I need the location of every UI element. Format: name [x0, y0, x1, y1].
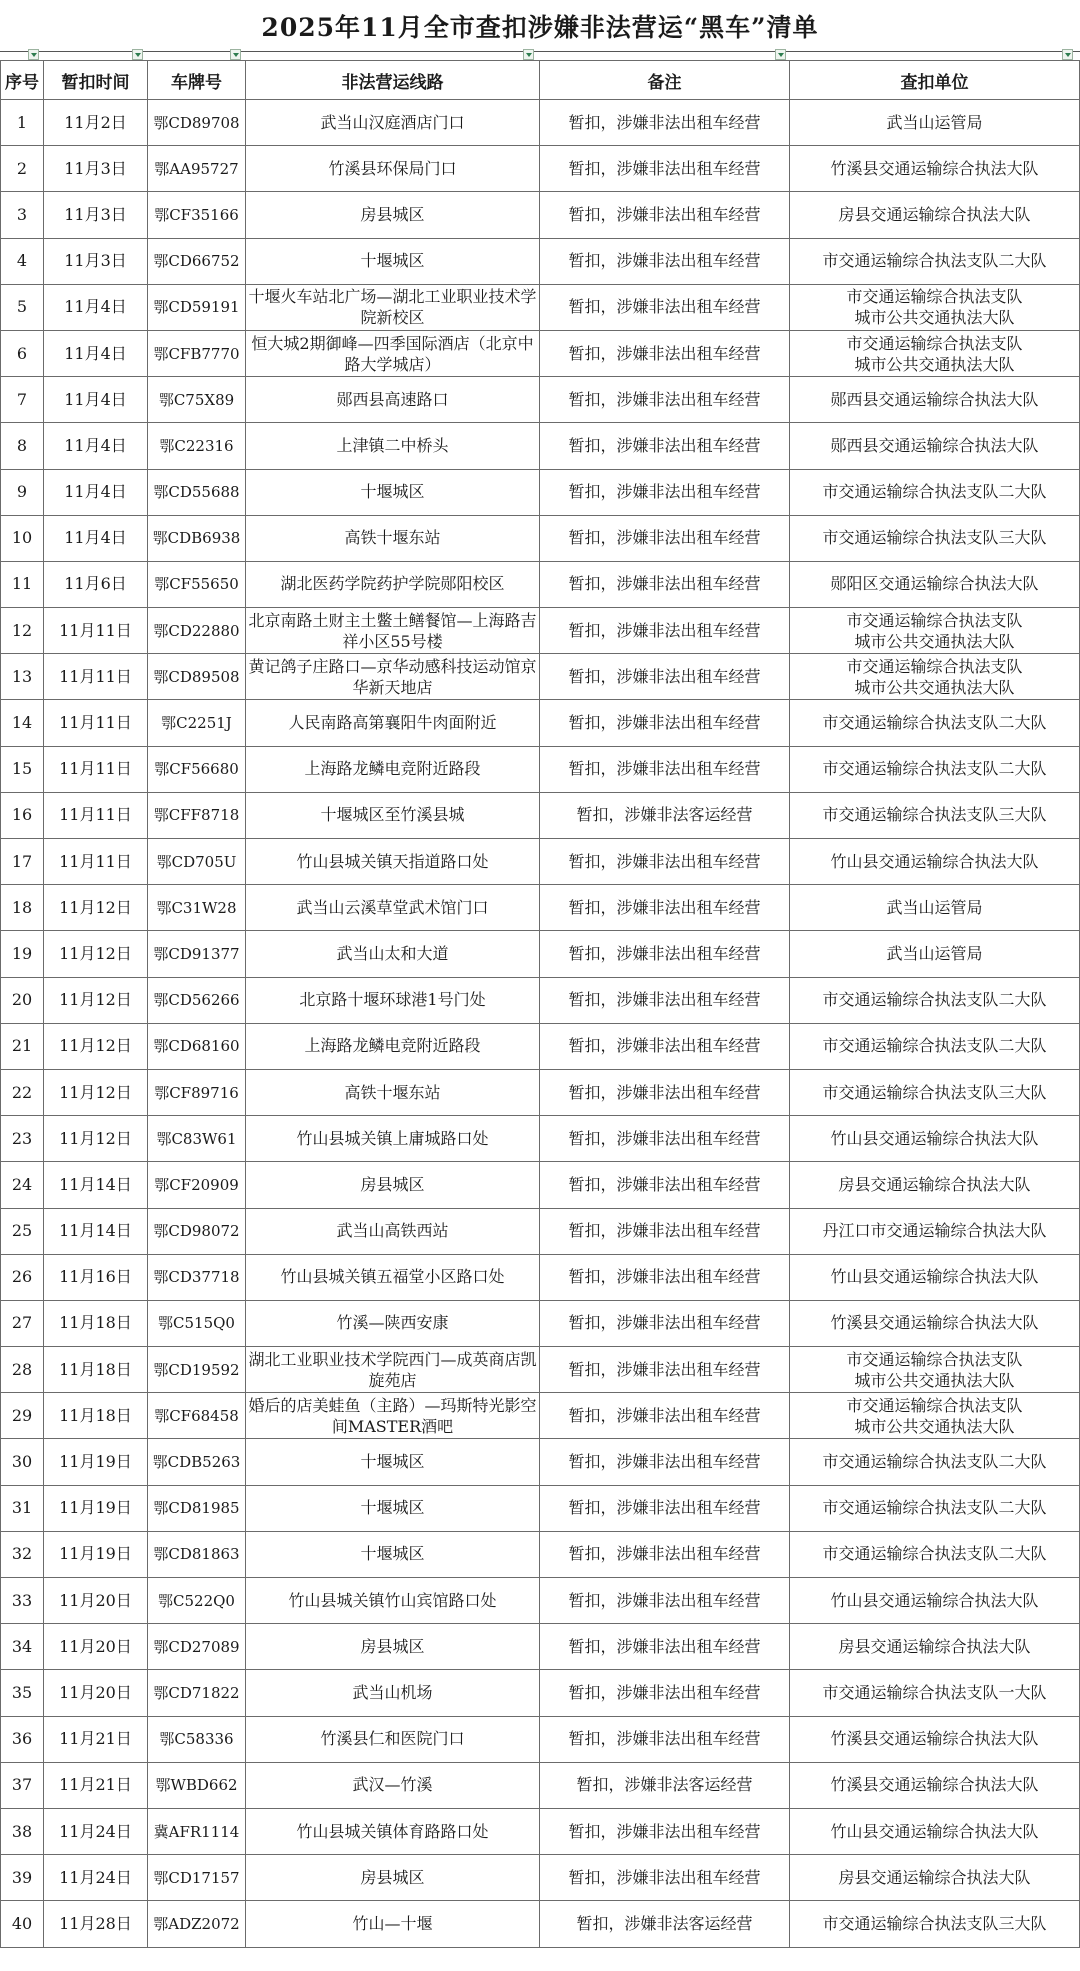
seq-cell[interactable]: 17	[1, 839, 44, 885]
unit-cell[interactable]: 市交通运输综合执法支队二大队	[790, 238, 1080, 284]
date-cell[interactable]: 11月18日	[44, 1393, 148, 1439]
seq-cell[interactable]: 35	[1, 1670, 44, 1716]
route-cell[interactable]: 上津镇二中桥头	[246, 423, 540, 469]
remark-cell[interactable]: 暂扣，涉嫌非法出租车经营	[540, 1254, 790, 1300]
plate-cell[interactable]: 鄂CD89708	[148, 100, 246, 146]
remark-cell[interactable]: 暂扣，涉嫌非法出租车经营	[540, 1855, 790, 1901]
seq-cell[interactable]: 32	[1, 1531, 44, 1577]
unit-cell[interactable]: 房县交通运输综合执法大队	[790, 1162, 1080, 1208]
remark-cell[interactable]: 暂扣，涉嫌非法出租车经营	[540, 1716, 790, 1762]
seq-cell[interactable]: 11	[1, 561, 44, 607]
table-row[interactable]	[1, 700, 1080, 746]
plate-cell[interactable]: 鄂CD66752	[148, 238, 246, 284]
table-row[interactable]	[1, 1762, 1080, 1808]
plate-cell[interactable]: 鄂ADZ2072	[148, 1901, 246, 1947]
unit-cell[interactable]: 武当山运管局	[790, 931, 1080, 977]
seq-cell[interactable]: 40	[1, 1901, 44, 1947]
filter-dropdown-icon[interactable]	[28, 49, 39, 60]
seq-cell[interactable]: 19	[1, 931, 44, 977]
seq-cell[interactable]: 4	[1, 238, 44, 284]
remark-cell[interactable]: 暂扣，涉嫌非法出租车经营	[540, 1069, 790, 1115]
date-cell[interactable]: 11月24日	[44, 1808, 148, 1854]
date-cell[interactable]: 11月3日	[44, 146, 148, 192]
remark-cell[interactable]: 暂扣，涉嫌非法出租车经营	[540, 377, 790, 423]
seq-cell[interactable]: 26	[1, 1254, 44, 1300]
plate-cell[interactable]: 鄂CD19592	[148, 1347, 246, 1393]
date-cell[interactable]: 11月11日	[44, 792, 148, 838]
date-cell[interactable]: 11月21日	[44, 1762, 148, 1808]
unit-cell[interactable]: 郧阳区交通运输综合执法大队	[790, 561, 1080, 607]
date-cell[interactable]: 11月6日	[44, 561, 148, 607]
unit-cell[interactable]: 市交通运输综合执法支队 城市公共交通执法大队	[790, 654, 1080, 700]
unit-cell[interactable]: 市交通运输综合执法支队二大队	[790, 1023, 1080, 1069]
date-cell[interactable]: 11月11日	[44, 608, 148, 654]
date-cell[interactable]: 11月19日	[44, 1531, 148, 1577]
plate-cell[interactable]: 鄂CDB5263	[148, 1439, 246, 1485]
remark-cell[interactable]: 暂扣，涉嫌非法出租车经营	[540, 885, 790, 931]
remark-cell[interactable]: 暂扣，涉嫌非法出租车经营	[540, 1393, 790, 1439]
remark-cell[interactable]: 暂扣，涉嫌非法客运经营	[540, 1901, 790, 1947]
route-cell[interactable]: 十堰城区	[246, 1485, 540, 1531]
remark-cell[interactable]: 暂扣，涉嫌非法出租车经营	[540, 1347, 790, 1393]
table-row[interactable]	[1, 1393, 1080, 1439]
remark-cell[interactable]: 暂扣，涉嫌非法出租车经营	[540, 1116, 790, 1162]
table-row[interactable]	[1, 1023, 1080, 1069]
seq-cell[interactable]: 5	[1, 284, 44, 330]
plate-cell[interactable]: 鄂CD68160	[148, 1023, 246, 1069]
route-cell[interactable]: 十堰城区至竹溪县城	[246, 792, 540, 838]
plate-cell[interactable]: 鄂CD89508	[148, 654, 246, 700]
date-cell[interactable]: 11月18日	[44, 1300, 148, 1346]
date-cell[interactable]: 11月20日	[44, 1578, 148, 1624]
route-cell[interactable]: 十堰火车站北广场—湖北工业职业技术学院新校区	[246, 284, 540, 330]
seq-cell[interactable]: 2	[1, 146, 44, 192]
plate-cell[interactable]: 鄂WBD662	[148, 1762, 246, 1808]
seq-cell[interactable]: 28	[1, 1347, 44, 1393]
seq-cell[interactable]: 6	[1, 330, 44, 376]
route-cell[interactable]: 武当山高铁西站	[246, 1208, 540, 1254]
date-cell[interactable]: 11月4日	[44, 377, 148, 423]
plate-cell[interactable]: 鄂CD17157	[148, 1855, 246, 1901]
table-row[interactable]	[1, 561, 1080, 607]
plate-cell[interactable]: 鄂CFF8718	[148, 792, 246, 838]
plate-cell[interactable]: 鄂CD81863	[148, 1531, 246, 1577]
route-cell[interactable]: 郧西县高速路口	[246, 377, 540, 423]
table-row[interactable]	[1, 608, 1080, 654]
date-cell[interactable]: 11月4日	[44, 515, 148, 561]
route-cell[interactable]: 上海路龙鳞电竞附近路段	[246, 1023, 540, 1069]
date-cell[interactable]: 11月28日	[44, 1901, 148, 1947]
seq-cell[interactable]: 20	[1, 977, 44, 1023]
seq-cell[interactable]: 3	[1, 192, 44, 238]
header-cell[interactable]: 暂扣时间	[44, 61, 148, 100]
route-cell[interactable]: 武当山太和大道	[246, 931, 540, 977]
header-cell[interactable]: 备注	[540, 61, 790, 100]
remark-cell[interactable]: 暂扣，涉嫌非法出租车经营	[540, 515, 790, 561]
date-cell[interactable]: 11月3日	[44, 238, 148, 284]
date-cell[interactable]: 11月12日	[44, 885, 148, 931]
filter-dropdown-icon[interactable]	[523, 49, 534, 60]
remark-cell[interactable]: 暂扣，涉嫌非法出租车经营	[540, 1300, 790, 1346]
plate-cell[interactable]: 鄂CF89716	[148, 1069, 246, 1115]
unit-cell[interactable]: 市交通运输综合执法支队二大队	[790, 1439, 1080, 1485]
date-cell[interactable]: 11月12日	[44, 1069, 148, 1115]
unit-cell[interactable]: 市交通运输综合执法支队二大队	[790, 977, 1080, 1023]
date-cell[interactable]: 11月14日	[44, 1162, 148, 1208]
remark-cell[interactable]: 暂扣，涉嫌非法出租车经营	[540, 1439, 790, 1485]
unit-cell[interactable]: 市交通运输综合执法支队三大队	[790, 1069, 1080, 1115]
table-row[interactable]	[1, 330, 1080, 376]
route-cell[interactable]: 恒大城2期御峰—四季国际酒店（北京中路大学城店）	[246, 330, 540, 376]
table-row[interactable]	[1, 1069, 1080, 1115]
sheet-title: 2025年11月全市查扣涉嫌非法营运“黑车”清单	[0, 0, 1080, 52]
route-cell[interactable]: 十堰城区	[246, 1439, 540, 1485]
date-cell[interactable]: 11月11日	[44, 839, 148, 885]
seq-cell[interactable]: 8	[1, 423, 44, 469]
remark-cell[interactable]: 暂扣，涉嫌非法出租车经营	[540, 238, 790, 284]
filter-dropdown-icon[interactable]	[775, 49, 786, 60]
unit-cell[interactable]: 房县交通运输综合执法大队	[790, 192, 1080, 238]
table-row[interactable]	[1, 1347, 1080, 1393]
unit-cell[interactable]: 市交通运输综合执法支队 城市公共交通执法大队	[790, 608, 1080, 654]
unit-cell[interactable]: 竹溪县交通运输综合执法大队	[790, 1762, 1080, 1808]
date-cell[interactable]: 11月18日	[44, 1347, 148, 1393]
date-cell[interactable]: 11月4日	[44, 330, 148, 376]
route-cell[interactable]: 房县城区	[246, 1855, 540, 1901]
plate-cell[interactable]: 鄂C31W28	[148, 885, 246, 931]
seq-cell[interactable]: 24	[1, 1162, 44, 1208]
table-body	[1, 100, 1080, 1948]
unit-cell[interactable]: 武当山运管局	[790, 100, 1080, 146]
unit-cell[interactable]: 市交通运输综合执法支队 城市公共交通执法大队	[790, 1393, 1080, 1439]
date-cell[interactable]: 11月19日	[44, 1485, 148, 1531]
table-row[interactable]	[1, 284, 1080, 330]
date-cell[interactable]: 11月11日	[44, 746, 148, 792]
date-cell[interactable]: 11月20日	[44, 1670, 148, 1716]
table-row[interactable]	[1, 1439, 1080, 1485]
plate-cell[interactable]: 鄂CD91377	[148, 931, 246, 977]
filter-dropdown-icon[interactable]	[230, 49, 241, 60]
plate-cell[interactable]: 鄂C522Q0	[148, 1578, 246, 1624]
table-row[interactable]	[1, 1855, 1080, 1901]
unit-cell[interactable]: 市交通运输综合执法支队三大队	[790, 1901, 1080, 1947]
seq-cell[interactable]: 29	[1, 1393, 44, 1439]
table-row[interactable]	[1, 839, 1080, 885]
data-table	[0, 60, 1080, 1948]
route-cell[interactable]: 竹山县城关镇上庸城路口处	[246, 1116, 540, 1162]
seq-cell[interactable]: 25	[1, 1208, 44, 1254]
seq-cell[interactable]: 37	[1, 1762, 44, 1808]
remark-cell[interactable]: 暂扣，涉嫌非法出租车经营	[540, 146, 790, 192]
plate-cell[interactable]: 鄂CDB6938	[148, 515, 246, 561]
route-cell[interactable]: 十堰城区	[246, 469, 540, 515]
remark-cell[interactable]: 暂扣，涉嫌非法出租车经营	[540, 100, 790, 146]
plate-cell[interactable]: 鄂C515Q0	[148, 1300, 246, 1346]
remark-cell[interactable]: 暂扣，涉嫌非法出租车经营	[540, 1485, 790, 1531]
remark-cell[interactable]: 暂扣，涉嫌非法出租车经营	[540, 654, 790, 700]
unit-cell[interactable]: 竹溪县交通运输综合执法大队	[790, 1300, 1080, 1346]
table-row[interactable]	[1, 469, 1080, 515]
unit-cell[interactable]: 市交通运输综合执法支队二大队	[790, 700, 1080, 746]
plate-cell[interactable]: 冀AFR1114	[148, 1808, 246, 1854]
unit-cell[interactable]: 郧西县交通运输综合执法大队	[790, 377, 1080, 423]
route-cell[interactable]: 竹溪县仁和医院门口	[246, 1716, 540, 1762]
route-cell[interactable]: 竹山县城关镇竹山宾馆路口处	[246, 1578, 540, 1624]
remark-cell[interactable]: 暂扣，涉嫌非法客运经营	[540, 792, 790, 838]
remark-cell[interactable]: 暂扣，涉嫌非法出租车经营	[540, 423, 790, 469]
date-cell[interactable]: 11月21日	[44, 1716, 148, 1762]
remark-cell[interactable]: 暂扣，涉嫌非法出租车经营	[540, 700, 790, 746]
table-row[interactable]	[1, 377, 1080, 423]
date-cell[interactable]: 11月4日	[44, 284, 148, 330]
plate-cell[interactable]: 鄂CD37718	[148, 1254, 246, 1300]
seq-cell[interactable]: 9	[1, 469, 44, 515]
date-cell[interactable]: 11月14日	[44, 1208, 148, 1254]
plate-cell[interactable]: 鄂CF56680	[148, 746, 246, 792]
unit-cell[interactable]: 市交通运输综合执法支队三大队	[790, 515, 1080, 561]
unit-cell[interactable]: 房县交通运输综合执法大队	[790, 1624, 1080, 1670]
plate-cell[interactable]: 鄂CF55650	[148, 561, 246, 607]
route-cell[interactable]: 黄记鸽子庄路口—京华动感科技运动馆京华新天地店	[246, 654, 540, 700]
route-cell[interactable]: 武当山机场	[246, 1670, 540, 1716]
seq-cell[interactable]: 23	[1, 1116, 44, 1162]
unit-cell[interactable]: 郧西县交通运输综合执法大队	[790, 423, 1080, 469]
seq-cell[interactable]: 15	[1, 746, 44, 792]
unit-cell[interactable]: 市交通运输综合执法支队 城市公共交通执法大队	[790, 284, 1080, 330]
route-cell[interactable]: 高铁十堰东站	[246, 1069, 540, 1115]
table-row[interactable]	[1, 1485, 1080, 1531]
table-row[interactable]	[1, 746, 1080, 792]
remark-cell[interactable]: 暂扣，涉嫌非法出租车经营	[540, 1162, 790, 1208]
header-cell[interactable]: 车牌号	[148, 61, 246, 100]
date-cell[interactable]: 11月2日	[44, 100, 148, 146]
unit-cell[interactable]: 市交通运输综合执法支队二大队	[790, 469, 1080, 515]
seq-cell[interactable]: 18	[1, 885, 44, 931]
remark-cell[interactable]: 暂扣，涉嫌非法出租车经营	[540, 192, 790, 238]
remark-cell[interactable]: 暂扣，涉嫌非法出租车经营	[540, 284, 790, 330]
remark-cell[interactable]: 暂扣，涉嫌非法出租车经营	[540, 931, 790, 977]
table-row[interactable]	[1, 1624, 1080, 1670]
table-row[interactable]	[1, 1116, 1080, 1162]
unit-cell[interactable]: 竹溪县交通运输综合执法大队	[790, 146, 1080, 192]
seq-cell[interactable]: 1	[1, 100, 44, 146]
unit-cell[interactable]: 竹山县交通运输综合执法大队	[790, 1116, 1080, 1162]
route-cell[interactable]: 湖北工业职业技术学院西门—成英商店凯旋苑店	[246, 1347, 540, 1393]
plate-cell[interactable]: 鄂CD705U	[148, 839, 246, 885]
seq-cell[interactable]: 14	[1, 700, 44, 746]
date-cell[interactable]: 11月19日	[44, 1439, 148, 1485]
table-row[interactable]	[1, 1531, 1080, 1577]
table-row[interactable]	[1, 1901, 1080, 1947]
seq-cell[interactable]: 16	[1, 792, 44, 838]
remark-cell[interactable]: 暂扣，涉嫌非法出租车经营	[540, 1208, 790, 1254]
remark-cell[interactable]: 暂扣，涉嫌非法客运经营	[540, 1762, 790, 1808]
route-cell[interactable]: 房县城区	[246, 1624, 540, 1670]
table-row[interactable]	[1, 1208, 1080, 1254]
plate-cell[interactable]: 鄂CD27089	[148, 1624, 246, 1670]
table-row[interactable]	[1, 100, 1080, 146]
seq-cell[interactable]: 38	[1, 1808, 44, 1854]
seq-cell[interactable]: 31	[1, 1485, 44, 1531]
route-cell[interactable]: 十堰城区	[246, 1531, 540, 1577]
unit-cell[interactable]: 房县交通运输综合执法大队	[790, 1855, 1080, 1901]
seq-cell[interactable]: 33	[1, 1578, 44, 1624]
seq-cell[interactable]: 10	[1, 515, 44, 561]
table-row[interactable]	[1, 423, 1080, 469]
unit-cell[interactable]: 市交通运输综合执法支队 城市公共交通执法大队	[790, 330, 1080, 376]
route-cell[interactable]: 上海路龙鳞电竞附近路段	[246, 746, 540, 792]
plate-cell[interactable]: 鄂CD55688	[148, 469, 246, 515]
date-cell[interactable]: 11月16日	[44, 1254, 148, 1300]
filter-dropdown-icon[interactable]	[132, 49, 143, 60]
plate-cell[interactable]: 鄂CD59191	[148, 284, 246, 330]
header-cell[interactable]: 非法营运线路	[246, 61, 540, 100]
date-cell[interactable]: 11月12日	[44, 1023, 148, 1069]
plate-cell[interactable]: 鄂CD56266	[148, 977, 246, 1023]
route-cell[interactable]: 北京路十堰环球港1号门处	[246, 977, 540, 1023]
date-cell[interactable]: 11月4日	[44, 469, 148, 515]
route-cell[interactable]: 竹山—十堰	[246, 1901, 540, 1947]
plate-cell[interactable]: 鄂C22316	[148, 423, 246, 469]
route-cell[interactable]: 十堰城区	[246, 238, 540, 284]
route-cell[interactable]: 竹溪县环保局门口	[246, 146, 540, 192]
unit-cell[interactable]: 丹江口市交通运输综合执法大队	[790, 1208, 1080, 1254]
header-cell[interactable]: 查扣单位	[790, 61, 1080, 100]
header-row	[1, 61, 1080, 100]
table-row[interactable]	[1, 238, 1080, 284]
table-row[interactable]	[1, 1578, 1080, 1624]
route-cell[interactable]: 房县城区	[246, 1162, 540, 1208]
unit-cell[interactable]: 市交通运输综合执法支队二大队	[790, 1485, 1080, 1531]
table-row[interactable]	[1, 146, 1080, 192]
table-row[interactable]	[1, 977, 1080, 1023]
remark-cell[interactable]: 暂扣，涉嫌非法出租车经营	[540, 1808, 790, 1854]
filter-dropdown-icon[interactable]	[1062, 49, 1073, 60]
seq-cell[interactable]: 12	[1, 608, 44, 654]
seq-cell[interactable]: 27	[1, 1300, 44, 1346]
remark-cell[interactable]: 暂扣，涉嫌非法出租车经营	[540, 1624, 790, 1670]
seq-cell[interactable]: 7	[1, 377, 44, 423]
unit-cell[interactable]: 市交通运输综合执法支队三大队	[790, 792, 1080, 838]
unit-cell[interactable]: 竹山县交通运输综合执法大队	[790, 839, 1080, 885]
remark-cell[interactable]: 暂扣，涉嫌非法出租车经营	[540, 330, 790, 376]
remark-cell[interactable]: 暂扣，涉嫌非法出租车经营	[540, 1578, 790, 1624]
remark-cell[interactable]: 暂扣，涉嫌非法出租车经营	[540, 469, 790, 515]
route-cell[interactable]: 竹山县城关镇天指道路口处	[246, 839, 540, 885]
table-row[interactable]	[1, 792, 1080, 838]
seq-cell[interactable]: 22	[1, 1069, 44, 1115]
date-cell[interactable]: 11月3日	[44, 192, 148, 238]
seq-cell[interactable]: 13	[1, 654, 44, 700]
date-cell[interactable]: 11月20日	[44, 1624, 148, 1670]
remark-cell[interactable]: 暂扣，涉嫌非法出租车经营	[540, 839, 790, 885]
route-cell[interactable]: 人民南路高第襄阳牛肉面附近	[246, 700, 540, 746]
route-cell[interactable]: 竹溪—陕西安康	[246, 1300, 540, 1346]
route-cell[interactable]: 竹山县城关镇体育路路口处	[246, 1808, 540, 1854]
header-cell[interactable]: 序号	[1, 61, 44, 100]
route-cell[interactable]: 房县城区	[246, 192, 540, 238]
remark-cell[interactable]: 暂扣，涉嫌非法出租车经营	[540, 746, 790, 792]
date-cell[interactable]: 11月12日	[44, 1116, 148, 1162]
plate-cell[interactable]: 鄂AA95727	[148, 146, 246, 192]
date-cell[interactable]: 11月24日	[44, 1855, 148, 1901]
remark-cell[interactable]: 暂扣，涉嫌非法出租车经营	[540, 561, 790, 607]
plate-cell[interactable]: 鄂CD22880	[148, 608, 246, 654]
route-cell[interactable]: 湖北医药学院药护学院郧阳校区	[246, 561, 540, 607]
unit-cell[interactable]: 竹山县交通运输综合执法大队	[790, 1254, 1080, 1300]
plate-cell[interactable]: 鄂CD81985	[148, 1485, 246, 1531]
plate-cell[interactable]: 鄂CF20909	[148, 1162, 246, 1208]
seq-cell[interactable]: 39	[1, 1855, 44, 1901]
remark-cell[interactable]: 暂扣，涉嫌非法出租车经营	[540, 1531, 790, 1577]
plate-cell[interactable]: 鄂CD71822	[148, 1670, 246, 1716]
table-row[interactable]	[1, 515, 1080, 561]
route-cell[interactable]: 北京南路土财主土鳖土鳝餐馆—上海路吉祥小区55号楼	[246, 608, 540, 654]
plate-cell[interactable]: 鄂C83W61	[148, 1116, 246, 1162]
table-row[interactable]	[1, 192, 1080, 238]
remark-cell[interactable]: 暂扣，涉嫌非法出租车经营	[540, 608, 790, 654]
unit-cell[interactable]: 市交通运输综合执法支队 城市公共交通执法大队	[790, 1347, 1080, 1393]
plate-cell[interactable]: 鄂CF35166	[148, 192, 246, 238]
seq-cell[interactable]: 30	[1, 1439, 44, 1485]
table-row[interactable]	[1, 1670, 1080, 1716]
table-row[interactable]	[1, 885, 1080, 931]
route-cell[interactable]: 竹山县城关镇五福堂小区路口处	[246, 1254, 540, 1300]
plate-cell[interactable]: 鄂CFB7770	[148, 330, 246, 376]
date-cell[interactable]: 11月12日	[44, 977, 148, 1023]
unit-cell[interactable]: 竹溪县交通运输综合执法大队	[790, 1716, 1080, 1762]
unit-cell[interactable]: 竹山县交通运输综合执法大队	[790, 1808, 1080, 1854]
remark-cell[interactable]: 暂扣，涉嫌非法出租车经营	[540, 1670, 790, 1716]
table-row[interactable]	[1, 1300, 1080, 1346]
table-row[interactable]	[1, 1808, 1080, 1854]
seq-cell[interactable]: 34	[1, 1624, 44, 1670]
plate-cell[interactable]: 鄂C75X89	[148, 377, 246, 423]
remark-cell[interactable]: 暂扣，涉嫌非法出租车经营	[540, 977, 790, 1023]
seq-cell[interactable]: 36	[1, 1716, 44, 1762]
date-cell[interactable]: 11月4日	[44, 423, 148, 469]
table-row[interactable]	[1, 931, 1080, 977]
unit-cell[interactable]: 竹山县交通运输综合执法大队	[790, 1578, 1080, 1624]
table-row[interactable]	[1, 1254, 1080, 1300]
unit-cell[interactable]: 市交通运输综合执法支队二大队	[790, 1531, 1080, 1577]
plate-cell[interactable]: 鄂CF68458	[148, 1393, 246, 1439]
date-cell[interactable]: 11月11日	[44, 700, 148, 746]
route-cell[interactable]: 高铁十堰东站	[246, 515, 540, 561]
date-cell[interactable]: 11月12日	[44, 931, 148, 977]
route-cell[interactable]: 武汉—竹溪	[246, 1762, 540, 1808]
route-cell[interactable]: 武当山汉庭酒店门口	[246, 100, 540, 146]
route-cell[interactable]: 武当山云溪草堂武术馆门口	[246, 885, 540, 931]
route-cell[interactable]: 婚后的店美蛙鱼（主路）—玛斯特光影空间MASTER酒吧	[246, 1393, 540, 1439]
seq-cell[interactable]: 21	[1, 1023, 44, 1069]
plate-cell[interactable]: 鄂C2251J	[148, 700, 246, 746]
plate-cell[interactable]: 鄂C58336	[148, 1716, 246, 1762]
unit-cell[interactable]: 市交通运输综合执法支队一大队	[790, 1670, 1080, 1716]
table-row[interactable]	[1, 654, 1080, 700]
table-row[interactable]	[1, 1716, 1080, 1762]
table-row[interactable]	[1, 1162, 1080, 1208]
unit-cell[interactable]: 武当山运管局	[790, 885, 1080, 931]
date-cell[interactable]: 11月11日	[44, 654, 148, 700]
unit-cell[interactable]: 市交通运输综合执法支队二大队	[790, 746, 1080, 792]
remark-cell[interactable]: 暂扣，涉嫌非法出租车经营	[540, 1023, 790, 1069]
plate-cell[interactable]: 鄂CD98072	[148, 1208, 246, 1254]
filter-bar	[0, 52, 1080, 60]
